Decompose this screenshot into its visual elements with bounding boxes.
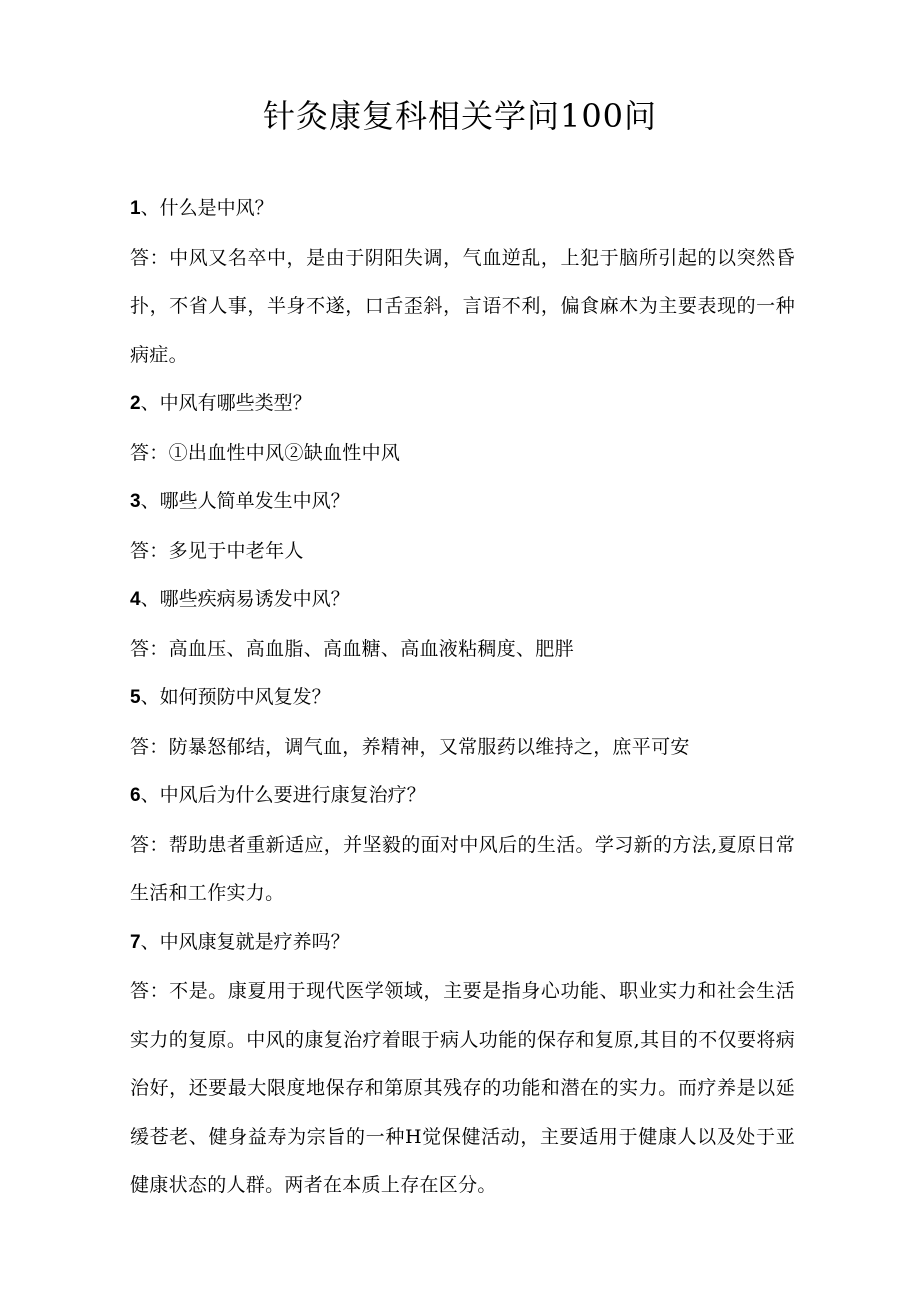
question-number: 4 (130, 589, 141, 610)
question-separator: 、 (140, 392, 160, 414)
answer-1: 答：中风又名卒中，是由于阴阳失调，气血逆乱，上犯于脑所引起的以突然昏扑，不省人事，半身不遂，口舌歪斜，言语不利，偏食麻木为主要表现的一种病症。 (130, 246, 795, 366)
answer-3: 答：多见于中老年人 (130, 539, 304, 562)
answer-7: 答：不是。康夏用于现代医学领域，主要是指身心功能、职业实力和社会生活实力的复原。中风的康复治疗着眼于病人功能的保存和复原,其目的不仅要将病治好，还要最大限度地保存和第原其残存的功能和潜在的实力。而疗养是以延缓苍老、健身益寿为宗旨的一种H觉保健活动，主要适用于健康人以及处于亚健康状态的人群。两者在本质上存在区分。 (130, 980, 795, 1196)
answer-4: 答：高血压、高血脂、高血糖、高血液粘稠度、肥胖 (130, 637, 574, 660)
question-number: 1 (130, 198, 141, 219)
answer-6: 答：帮助患者重新适应，并坚毅的面对中风后的生活。学习新的方法,夏原日常生活和工作实力。 (130, 833, 795, 904)
answer-5: 答：防暴怒郁结，调气血，养精神，又常服药以维持之，庶平可安 (130, 735, 690, 758)
document-title: 针灸康复科相关学问100问 (262, 97, 658, 135)
question-text: 中风康复就是疗养吗？ (159, 930, 350, 953)
question-6 (130, 771, 795, 821)
question-number: 2 (130, 393, 141, 414)
question-5 (130, 673, 795, 723)
question-2 (130, 379, 795, 429)
question-number: 6 (130, 785, 141, 806)
question-text: 哪些疾病易诱发中风？ (159, 588, 350, 610)
question-number: 3 (130, 491, 141, 512)
qa-list (130, 184, 795, 1210)
question-text: 哪些人简单发生中风？ (159, 490, 350, 512)
question-number: 7 (130, 931, 141, 953)
question-separator: 、 (140, 490, 160, 512)
question-separator: 、 (140, 197, 160, 219)
question-1 (130, 184, 795, 234)
question-text: 中风后为什么要进行康复治疗？ (159, 784, 426, 806)
question-3 (130, 477, 795, 527)
question-separator: 、 (140, 930, 160, 953)
question-4 (130, 575, 795, 625)
question-number: 5 (130, 687, 141, 708)
answer-2: 答：①出血性中风②缺血性中风 (130, 441, 401, 464)
question-separator: 、 (140, 686, 160, 708)
question-separator: 、 (140, 588, 160, 610)
question-separator: 、 (140, 784, 160, 806)
question-text: 如何预防中风复发？ (159, 686, 331, 708)
question-7 (130, 918, 795, 968)
question-text: 中风有哪些类型？ (159, 392, 312, 414)
question-text: 什么是中风？ (159, 197, 274, 219)
